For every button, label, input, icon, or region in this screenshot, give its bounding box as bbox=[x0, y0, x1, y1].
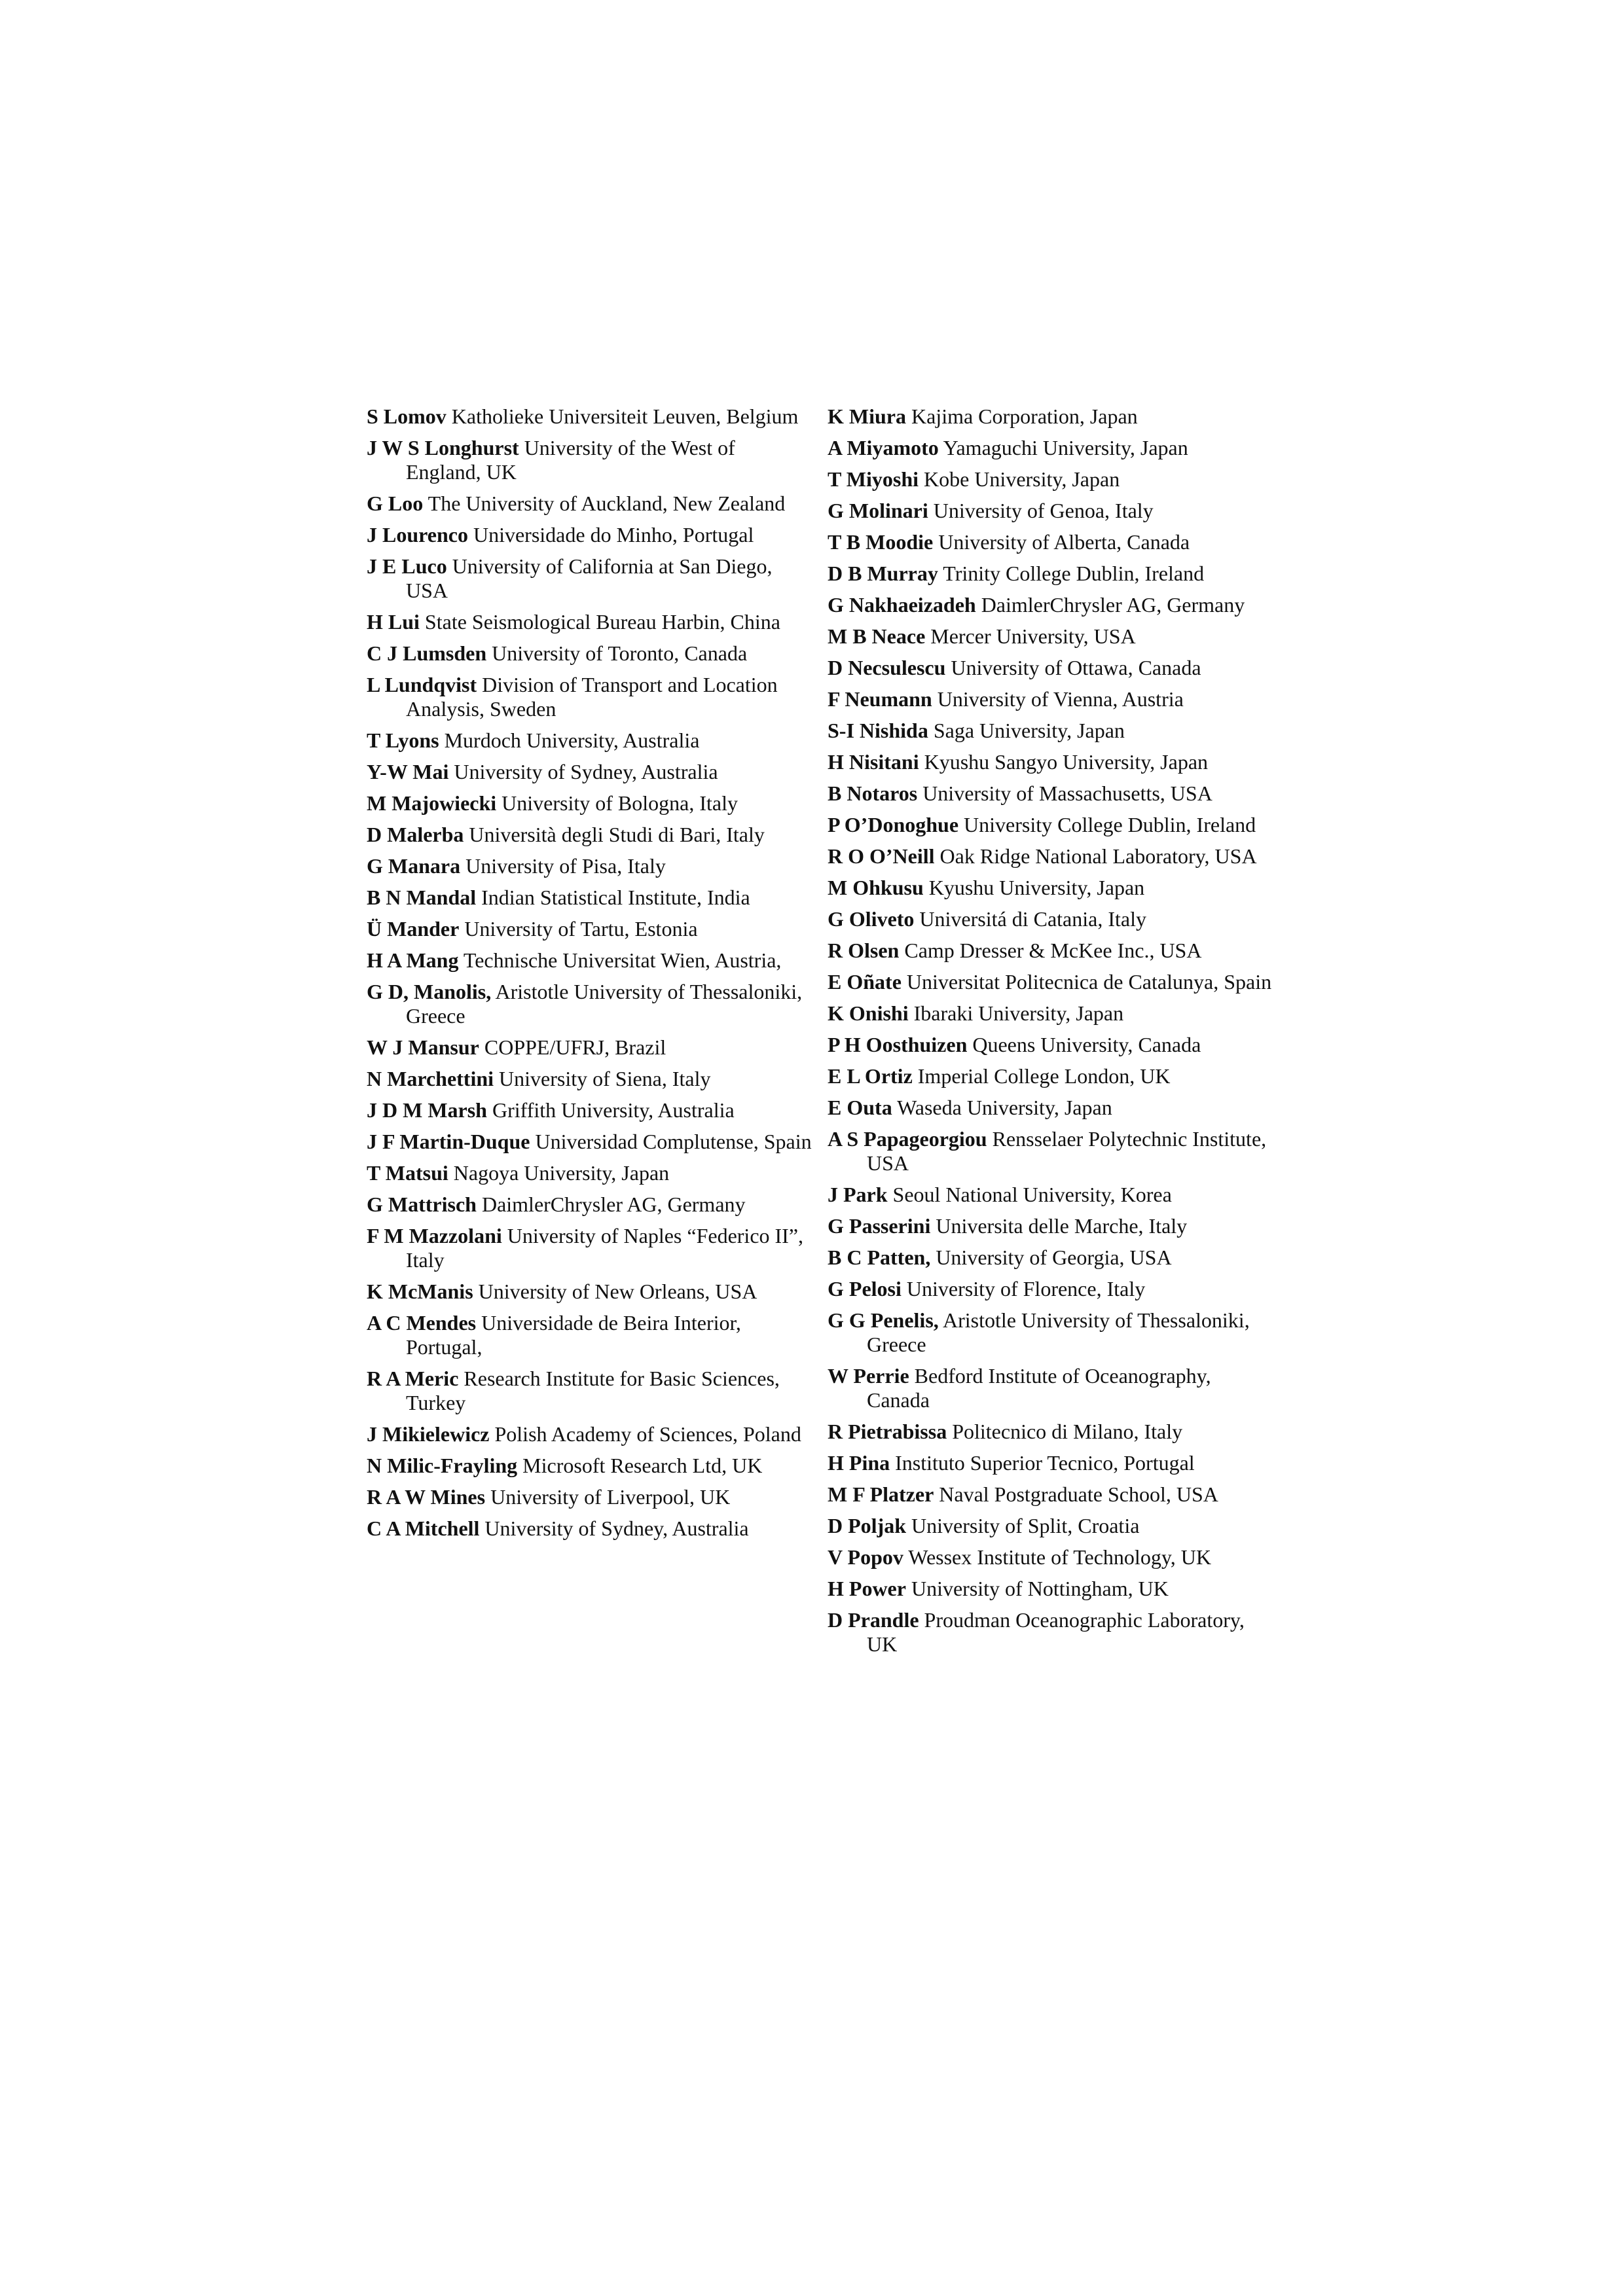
person-name: T Lyons bbox=[367, 728, 439, 752]
affiliation: University of Nottingham, UK bbox=[911, 1577, 1169, 1600]
list-item bbox=[828, 970, 1273, 994]
affiliation: Kyushu University, Japan bbox=[928, 876, 1145, 899]
affiliation: Katholieke Universiteit Leuven, Belgium bbox=[451, 404, 799, 428]
list-item bbox=[367, 1224, 812, 1272]
list-item bbox=[828, 1246, 1273, 1270]
list-item bbox=[367, 886, 812, 910]
person-name: G Molinari bbox=[828, 499, 928, 522]
list-item bbox=[828, 404, 1273, 429]
person-name: R O O’Neill bbox=[828, 844, 935, 868]
affiliation: University of Ottawa, Canada bbox=[951, 656, 1201, 679]
affiliation: Universidade do Minho, Portugal bbox=[473, 523, 754, 547]
affiliation: Università degli Studi di Bari, Italy bbox=[469, 823, 765, 846]
person-name: G Mattrisch bbox=[367, 1193, 477, 1216]
affiliation: Kyushu Sangyo University, Japan bbox=[924, 750, 1209, 774]
person-name: K Onishi bbox=[828, 1001, 909, 1025]
person-name: M Ohkusu bbox=[828, 876, 924, 899]
affiliation: Instituto Superior Tecnico, Portugal bbox=[895, 1451, 1195, 1475]
affiliation: Griffith University, Australia bbox=[492, 1098, 735, 1122]
affiliation: University of Pisa, Italy bbox=[465, 854, 666, 878]
list-item bbox=[367, 1485, 812, 1509]
person-name: F Neumann bbox=[828, 687, 932, 711]
affiliation: University of Genoa, Italy bbox=[933, 499, 1154, 522]
list-item bbox=[367, 554, 812, 603]
list-item bbox=[828, 1308, 1273, 1357]
affiliation: Nagoya University, Japan bbox=[453, 1161, 670, 1185]
list-item bbox=[367, 1161, 812, 1185]
list-item bbox=[367, 1367, 812, 1415]
person-name: A C Mendes bbox=[367, 1311, 477, 1335]
affiliation: Technische Universitat Wien, Austria, bbox=[463, 948, 782, 972]
person-name: V Popov bbox=[828, 1545, 903, 1569]
person-name: R Pietrabissa bbox=[828, 1420, 947, 1443]
person-name: D Necsulescu bbox=[828, 656, 946, 679]
person-name: G Nakhaeizadeh bbox=[828, 593, 976, 617]
list-item bbox=[828, 530, 1273, 554]
person-name: J Park bbox=[828, 1183, 888, 1206]
list-item bbox=[828, 1451, 1273, 1475]
list-item bbox=[828, 1127, 1273, 1175]
person-name: G Oliveto bbox=[828, 907, 915, 931]
affiliation: Saga University, Japan bbox=[933, 719, 1125, 742]
person-name: M F Platzer bbox=[828, 1482, 934, 1506]
affiliation: Universita delle Marche, Italy bbox=[936, 1214, 1188, 1238]
person-name: T B Moodie bbox=[828, 530, 934, 554]
affiliation: University of Tartu, Estonia bbox=[464, 917, 698, 941]
person-name: C J Lumsden bbox=[367, 641, 487, 665]
list-item bbox=[828, 593, 1273, 617]
list-item bbox=[367, 980, 812, 1028]
affiliation: Naval Postgraduate School, USA bbox=[939, 1482, 1218, 1506]
person-name: B Notaros bbox=[828, 781, 918, 805]
person-name: H Power bbox=[828, 1577, 906, 1600]
affiliation: University of Georgia, USA bbox=[936, 1246, 1172, 1269]
list-item bbox=[367, 1280, 812, 1304]
list-item bbox=[828, 1420, 1273, 1444]
list-item bbox=[367, 854, 812, 878]
affiliation: Proudman Oceanographic Laboratory, UK bbox=[867, 1608, 1245, 1656]
person-name: H Pina bbox=[828, 1451, 890, 1475]
person-name: B N Mandal bbox=[367, 886, 477, 909]
person-name: J W S Longhurst bbox=[367, 436, 519, 459]
list-item bbox=[828, 1001, 1273, 1026]
affiliation: Mercer University, USA bbox=[930, 624, 1136, 648]
person-name: D Poljak bbox=[828, 1514, 906, 1537]
affiliation: Imperial College London, UK bbox=[917, 1064, 1171, 1088]
list-item bbox=[828, 939, 1273, 963]
list-item bbox=[828, 1608, 1273, 1657]
person-name: K McManis bbox=[367, 1280, 473, 1303]
person-name: G Pelosi bbox=[828, 1277, 902, 1300]
person-name: W J Mansur bbox=[367, 1035, 479, 1059]
person-name: P H Oosthuizen bbox=[828, 1033, 968, 1056]
affiliation: Wessex Institute of Technology, UK bbox=[908, 1545, 1211, 1569]
list-item bbox=[828, 1545, 1273, 1570]
affiliation: Camp Dresser & McKee Inc., USA bbox=[904, 939, 1202, 962]
list-item bbox=[367, 1516, 812, 1541]
affiliation: University of Florence, Italy bbox=[906, 1277, 1146, 1300]
list-item bbox=[367, 436, 812, 484]
person-name: R Olsen bbox=[828, 939, 900, 962]
affiliation: University of Siena, Italy bbox=[499, 1067, 711, 1090]
list-item bbox=[367, 610, 812, 634]
person-name: J E Luco bbox=[367, 554, 447, 578]
list-item bbox=[367, 523, 812, 547]
person-name: P O’Donoghue bbox=[828, 813, 959, 836]
person-name: G Passerini bbox=[828, 1214, 931, 1238]
affiliation: University of Sydney, Australia bbox=[454, 760, 718, 783]
affiliation: University of Sydney, Australia bbox=[484, 1516, 749, 1540]
list-item bbox=[828, 467, 1273, 492]
right-column bbox=[828, 404, 1273, 1664]
person-name: E Oñate bbox=[828, 970, 902, 994]
affiliation: University of California at San Diego, USA bbox=[406, 554, 773, 602]
list-item bbox=[828, 1577, 1273, 1601]
affiliation: University of Massachusetts, USA bbox=[922, 781, 1213, 805]
list-item bbox=[367, 1193, 812, 1217]
person-name: S-I Nishida bbox=[828, 719, 928, 742]
person-name: M Majowiecki bbox=[367, 791, 497, 815]
list-item bbox=[367, 791, 812, 816]
person-name: R A Meric bbox=[367, 1367, 459, 1390]
affiliation: Aristotle University of Thessaloniki, Greece bbox=[867, 1308, 1250, 1356]
person-name: R A W Mines bbox=[367, 1485, 486, 1509]
list-item bbox=[828, 907, 1273, 931]
list-item bbox=[367, 641, 812, 666]
left-column bbox=[367, 404, 812, 1548]
affiliation: Oak Ridge National Laboratory, USA bbox=[939, 844, 1257, 868]
person-name: F M Mazzolani bbox=[367, 1224, 502, 1247]
affiliation: Universitá di Catania, Italy bbox=[919, 907, 1146, 931]
list-item bbox=[828, 876, 1273, 900]
affiliation: Ibaraki University, Japan bbox=[913, 1001, 1124, 1025]
list-item bbox=[367, 948, 812, 973]
affiliation: University of Liverpool, UK bbox=[490, 1485, 731, 1509]
affiliation: The University of Auckland, New Zealand bbox=[428, 492, 786, 515]
list-item bbox=[828, 1364, 1273, 1412]
affiliation: Trinity College Dublin, Ireland bbox=[943, 562, 1205, 585]
affiliation: Research Institute for Basic Sciences, Turkey bbox=[406, 1367, 780, 1414]
person-name: H A Mang bbox=[367, 948, 459, 972]
affiliation: Bedford Institute of Oceanography, Canada bbox=[867, 1364, 1211, 1412]
affiliation: Indian Statistical Institute, India bbox=[481, 886, 750, 909]
person-name: E L Ortiz bbox=[828, 1064, 913, 1088]
affiliation: Seoul National University, Korea bbox=[892, 1183, 1172, 1206]
affiliation: University of Bologna, Italy bbox=[501, 791, 738, 815]
list-item bbox=[828, 436, 1273, 460]
list-item bbox=[367, 917, 812, 941]
affiliation: Aristotle University of Thessaloniki, Greece bbox=[406, 980, 803, 1028]
affiliation: DaimlerChrysler AG, Germany bbox=[481, 1193, 746, 1216]
affiliation: Murdoch University, Australia bbox=[444, 728, 700, 752]
affiliation: Queens University, Canada bbox=[972, 1033, 1201, 1056]
person-name: H Lui bbox=[367, 610, 420, 634]
person-name: G D, Manolis, bbox=[367, 980, 492, 1003]
list-item bbox=[828, 499, 1273, 523]
list-item bbox=[367, 404, 812, 429]
list-item bbox=[367, 823, 812, 847]
list-item bbox=[828, 781, 1273, 806]
affiliation: Polish Academy of Sciences, Poland bbox=[494, 1422, 801, 1446]
affiliation: University College Dublin, Ireland bbox=[964, 813, 1256, 836]
affiliation: Yamaguchi University, Japan bbox=[943, 436, 1188, 459]
affiliation: Waseda University, Japan bbox=[897, 1096, 1112, 1119]
person-name: G Manara bbox=[367, 854, 461, 878]
list-item bbox=[367, 1130, 812, 1154]
list-item bbox=[367, 1454, 812, 1478]
person-name: J Mikielewicz bbox=[367, 1422, 490, 1446]
affiliation: Kajima Corporation, Japan bbox=[911, 404, 1138, 428]
person-name: M B Neace bbox=[828, 624, 926, 648]
person-name: D B Murray bbox=[828, 562, 938, 585]
person-name: J Lourenco bbox=[367, 523, 468, 547]
list-item bbox=[828, 624, 1273, 649]
affiliation: Rensselaer Polytechnic Institute, USA bbox=[867, 1127, 1267, 1175]
person-name: W Perrie bbox=[828, 1364, 909, 1388]
list-item bbox=[367, 1311, 812, 1359]
affiliation: Microsoft Research Ltd, UK bbox=[522, 1454, 763, 1477]
affiliation: Universidade de Beira Interior, Portugal, bbox=[406, 1311, 741, 1359]
affiliation: University of Naples “Federico II”, Italy bbox=[406, 1224, 804, 1272]
list-item bbox=[367, 1422, 812, 1446]
affiliation: Universidad Complutense, Spain bbox=[535, 1130, 812, 1153]
person-name: J F Martin-Duque bbox=[367, 1130, 530, 1153]
list-item bbox=[828, 1277, 1273, 1301]
person-name: G G Penelis, bbox=[828, 1308, 939, 1332]
affiliation: COPPE/UFRJ, Brazil bbox=[484, 1035, 666, 1059]
list-item bbox=[367, 1067, 812, 1091]
person-name: L Lundqvist bbox=[367, 673, 477, 696]
affiliation: University of Alberta, Canada bbox=[938, 530, 1190, 554]
list-item bbox=[367, 1035, 812, 1060]
person-name: Y-W Mai bbox=[367, 760, 449, 783]
person-name: T Matsui bbox=[367, 1161, 448, 1185]
list-item bbox=[828, 1482, 1273, 1507]
affiliation: Politecnico di Milano, Italy bbox=[952, 1420, 1183, 1443]
person-name: A Miyamoto bbox=[828, 436, 939, 459]
person-name: B C Patten, bbox=[828, 1246, 931, 1269]
person-name: J D M Marsh bbox=[367, 1098, 487, 1122]
affiliation: University of the West of England, UK bbox=[406, 436, 735, 484]
list-item bbox=[828, 1514, 1273, 1538]
person-name: Ü Mander bbox=[367, 917, 460, 941]
affiliation: University of Split, Croatia bbox=[911, 1514, 1140, 1537]
list-item bbox=[828, 562, 1273, 586]
list-item bbox=[828, 719, 1273, 743]
affiliation: Division of Transport and Location Analysis, Sweden bbox=[406, 673, 778, 721]
affiliation: University of Toronto, Canada bbox=[492, 641, 748, 665]
list-item bbox=[367, 1098, 812, 1122]
person-name: D Prandle bbox=[828, 1608, 919, 1632]
affiliation: DaimlerChrysler AG, Germany bbox=[981, 593, 1245, 617]
affiliation: Universitat Politecnica de Catalunya, Spain bbox=[906, 970, 1272, 994]
person-name: G Loo bbox=[367, 492, 424, 515]
list-item bbox=[828, 844, 1273, 869]
person-name: E Outa bbox=[828, 1096, 892, 1119]
list-item bbox=[828, 1096, 1273, 1120]
affiliation: University of New Orleans, USA bbox=[478, 1280, 757, 1303]
list-item bbox=[828, 1064, 1273, 1088]
person-name: K Miura bbox=[828, 404, 906, 428]
list-item bbox=[828, 1214, 1273, 1238]
person-name: A S Papageorgiou bbox=[828, 1127, 987, 1151]
list-item bbox=[828, 656, 1273, 680]
list-item bbox=[828, 687, 1273, 711]
affiliation: University of Vienna, Austria bbox=[937, 687, 1184, 711]
list-item bbox=[828, 1033, 1273, 1057]
person-name: N Marchettini bbox=[367, 1067, 494, 1090]
list-item bbox=[828, 750, 1273, 774]
affiliation: Kobe University, Japan bbox=[924, 467, 1120, 491]
person-name: D Malerba bbox=[367, 823, 464, 846]
list-item bbox=[367, 492, 812, 516]
person-name: C A Mitchell bbox=[367, 1516, 480, 1540]
list-item bbox=[367, 760, 812, 784]
person-name: H Nisitani bbox=[828, 750, 919, 774]
person-name: S Lomov bbox=[367, 404, 447, 428]
list-item bbox=[828, 1183, 1273, 1207]
list-item bbox=[367, 728, 812, 753]
person-name: N Milic-Frayling bbox=[367, 1454, 518, 1477]
person-name: T Miyoshi bbox=[828, 467, 919, 491]
list-item bbox=[367, 673, 812, 721]
list-item bbox=[828, 813, 1273, 837]
affiliation: State Seismological Bureau Harbin, China bbox=[424, 610, 780, 634]
